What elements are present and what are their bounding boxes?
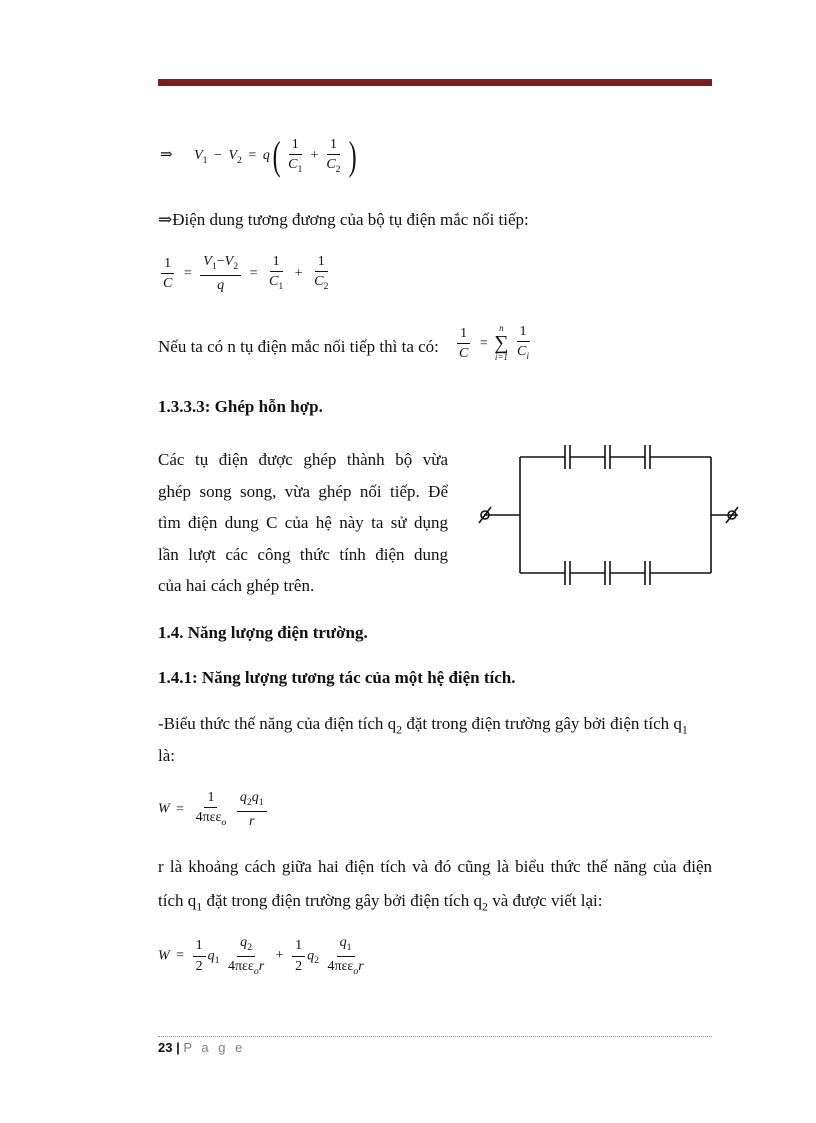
footer-rule — [158, 1036, 712, 1037]
page-label: P a g e — [183, 1040, 246, 1055]
potential-expression-line: -Biểu thức thế năng của điện tích $q_2$ đặt trong điện trường gây bởi điện tích $q_1$ — [158, 714, 688, 737]
header-rule — [158, 79, 712, 86]
paragraph-line: ghép song song, vừa ghép nối tiếp. Để — [158, 481, 448, 501]
equation-potential-difference: ⇒ $V_1 - V_2 = q$( $\frac{1}{C_1}$ + $\frac{1}{C_2}$ ) — [160, 133, 357, 178]
equation-energy-1: W = $\frac{1}{4\pi\varepsilon\varepsilon_o}$ $\frac{q_2q_1}{r}$ — [158, 790, 269, 829]
paragraph-line: tìm điện dung C của hệ này ta sử dụng — [158, 513, 448, 532]
potential-expression-line2: là: — [158, 746, 175, 765]
series-capacitance-heading: ⇒Điện dung tương đương của bộ tụ điện mắc nối tiếp: — [158, 210, 529, 229]
paragraph-line: lần lượt các công thức tính điện dung — [158, 544, 448, 564]
page-footer: 23 | P a g e — [158, 1040, 246, 1055]
n-capacitors-line: Nếu ta có n tụ điện mắc nối tiếp thì ta có: — [158, 337, 439, 356]
equation-sum-capacitance: $\frac{1}{C}$ = n ∑ i=1 $\frac{1}{C_i}$ — [459, 323, 530, 363]
mixed-paragraph — [158, 444, 448, 602]
paragraph-line: Các tụ điện được ghép thành bộ vừa — [158, 450, 448, 469]
equation-series-capacitance: $\frac{1}{C}$ = $\frac{V_1-V_2}{q}$ = $\frac{1}{C_1}$ + $\frac{1}{C_2}$ — [163, 254, 329, 293]
explanation-line-1: r là khoảng cách giữa hai điện tích và đó cũng là biểu thức thế năng của điện — [158, 857, 712, 876]
equation-energy-2: W = $\frac{1}{2}$ $q_1$ $\frac{q_2}{4\pi\varepsilon\varepsilon_or}$ + $\frac{1}{2}$ $q_2$ $\frac{q_1}{4\pi\varepsilon\varepsilon_or}$ — [158, 935, 364, 977]
section-interaction-heading: 1.4.1: Năng lượng tương tác của một hệ điện tích. — [158, 668, 516, 687]
section-energy-heading: 1.4. Năng lượng điện trường. — [158, 623, 368, 642]
mixed-capacitor-circuit-diagram — [470, 440, 750, 590]
paragraph-line: của hai cách ghép trên. — [158, 576, 315, 595]
section-mixed-heading: 1.3.3.3: Ghép hỗn hợp. — [158, 397, 323, 416]
page-number: 23 — [158, 1040, 173, 1055]
explanation-line-2: tích $q_1$ đặt trong điện trường gây bởi điện tích $q_2$ và được viết lại: — [158, 891, 603, 914]
